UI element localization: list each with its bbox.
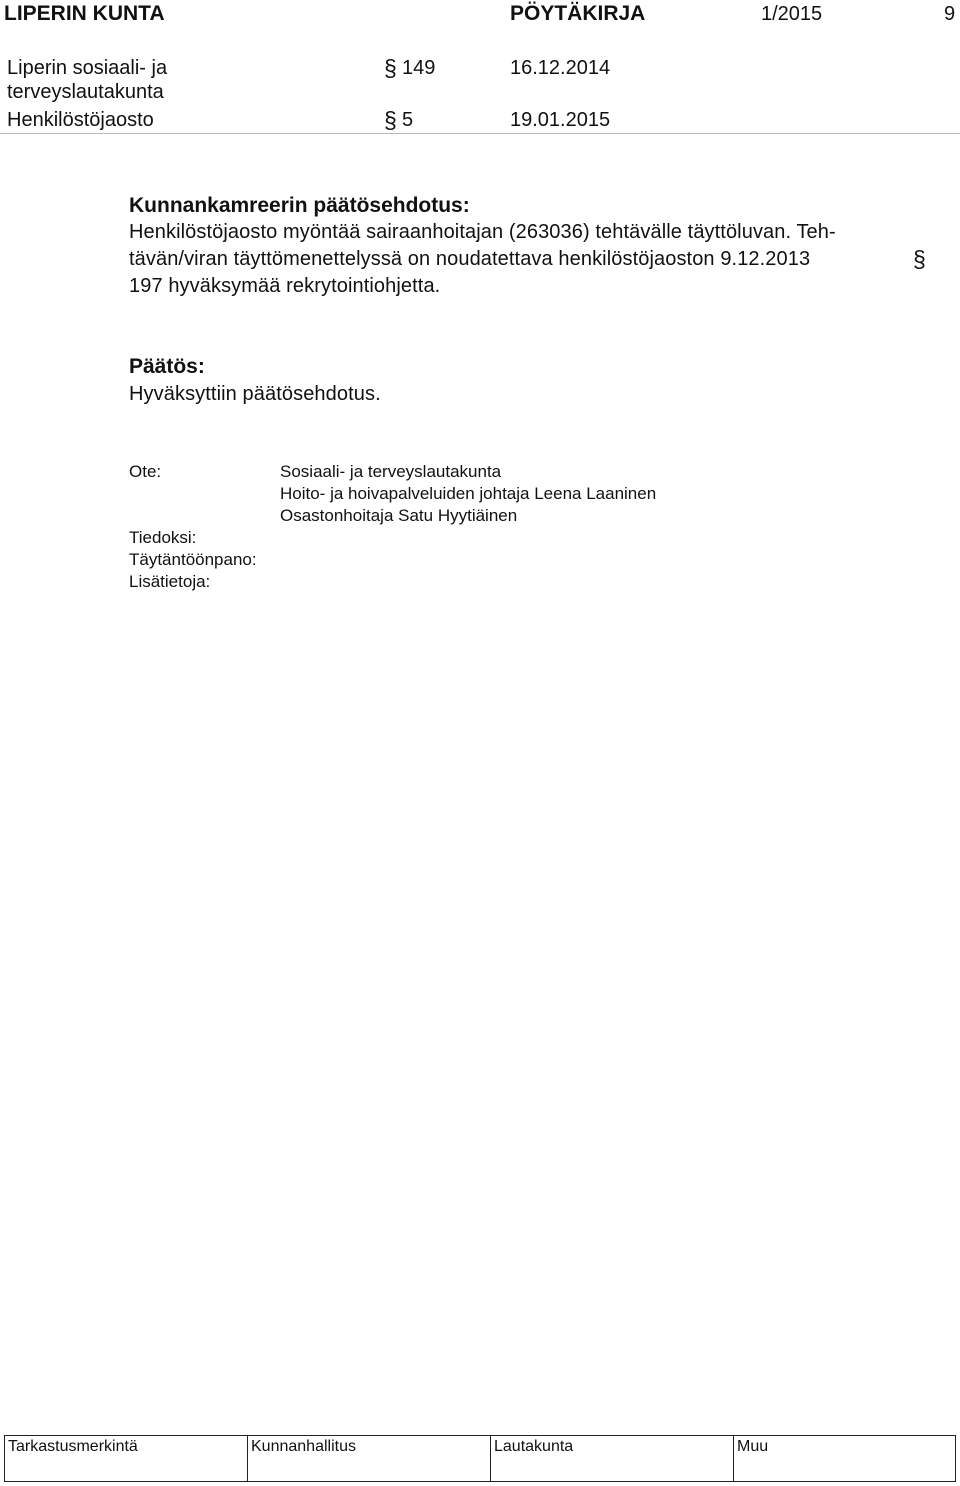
footer-cell-lautakunta: Lautakunta — [491, 1436, 734, 1482]
meta-date: 19.01.2015 — [510, 109, 611, 131]
section-sign-icon: § — [384, 55, 397, 81]
ote-recipient: Sosiaali- ja terveyslautakunta — [280, 462, 502, 481]
footer-table — [4, 1435, 956, 1482]
section-sign-icon: § — [384, 107, 397, 133]
meta-body-name-cont: terveyslautakunta — [7, 81, 164, 103]
meta-section-number: 149 — [402, 57, 436, 79]
meta-date: 16.12.2014 — [510, 57, 611, 79]
meta-section-number: 5 — [402, 109, 414, 131]
meta-body-name: Liperin sosiaali- ja — [7, 57, 168, 79]
ote-recipient: Osastonhoitaja Satu Hyytiäinen — [280, 506, 518, 525]
proposal-line: Henkilöstöjaosto myöntää sairaanhoitajan (263036) tehtävälle täyttöluvan. Teh- — [129, 221, 836, 243]
header-divider — [0, 133, 960, 134]
footer-cell-tarkastusmerkinta: Tarkastusmerkintä — [5, 1436, 248, 1482]
proposal-line: 197 hyväksymää rekrytointiohjetta. — [129, 275, 441, 297]
tiedoksi-label: Tiedoksi: — [129, 528, 197, 547]
decision-heading: Päätös: — [129, 355, 205, 378]
section-sign-icon: § — [913, 246, 926, 272]
taytantoonpano-label: Täytäntöönpano: — [129, 550, 257, 569]
ote-recipient: Hoito- ja hoivapalveluiden johtaja Leena Laaninen — [280, 484, 657, 503]
ote-label: Ote: — [129, 462, 162, 481]
lisatietoja-label: Lisätietoja: — [129, 572, 211, 591]
municipality-name: LIPERIN KUNTA — [4, 2, 165, 25]
proposal-heading: Kunnankamreerin päätösehdotus: — [129, 194, 470, 217]
document-number: 1/2015 — [761, 3, 823, 25]
meta-body-name: Henkilöstöjaosto — [7, 109, 154, 131]
footer-row — [5, 1436, 956, 1482]
document-type: PÖYTÄKIRJA — [510, 2, 646, 25]
proposal-line: tävän/viran täyttömenettelyssä on noudatettava henkilöstöjaoston 9.12.2013 — [129, 248, 811, 270]
footer-cell-kunnanhallitus: Kunnanhallitus — [248, 1436, 491, 1482]
decision-text: Hyväksyttiin päätösehdotus. — [129, 383, 381, 405]
page-number: 9 — [944, 3, 956, 25]
footer-cell-muu: Muu — [734, 1436, 956, 1482]
